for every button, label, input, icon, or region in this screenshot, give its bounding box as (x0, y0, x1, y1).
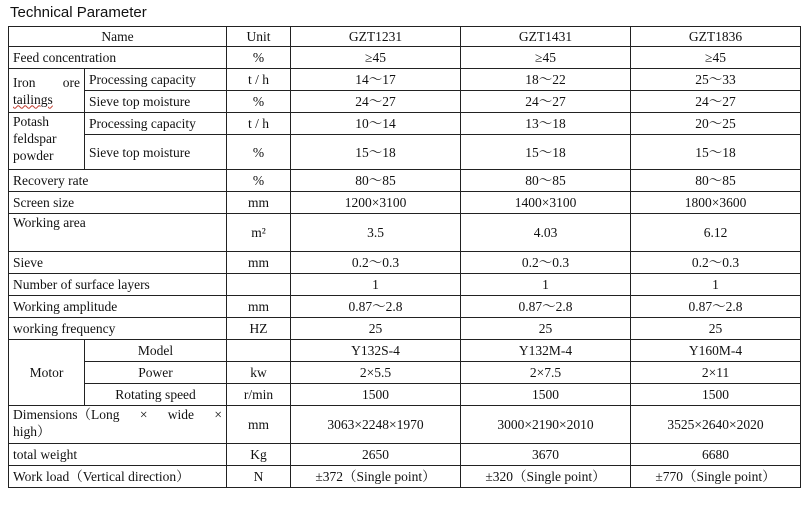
row-value: ±320（Single point） (461, 466, 631, 488)
row-unit: HZ (227, 318, 291, 340)
row-value: 25 (291, 318, 461, 340)
row-value: 15～18 (291, 135, 461, 170)
row-unit: kw (227, 362, 291, 384)
row-unit: mm (227, 252, 291, 274)
row-value: 0.87～2.8 (291, 296, 461, 318)
row-value: 25 (631, 318, 801, 340)
row-value: 6680 (631, 444, 801, 466)
technical-parameter-table (8, 26, 801, 488)
row-value: 0.2～0.3 (631, 252, 801, 274)
row-value: 3525×2640×2020 (631, 406, 801, 444)
row-label: Number of surface layers (9, 274, 227, 296)
row-value: 24～27 (631, 91, 801, 113)
row-label: Feed concentration (9, 47, 227, 69)
row-value: 3063×2248×1970 (291, 406, 461, 444)
row-unit: t / h (227, 113, 291, 135)
row-value: Y160M-4 (631, 340, 801, 362)
header-row (9, 27, 801, 47)
row-label: Processing capacity (85, 113, 227, 135)
row-value: 18～22 (461, 69, 631, 91)
row-value: 25～33 (631, 69, 801, 91)
row-value: 2×5.5 (291, 362, 461, 384)
row-value: 1800×3600 (631, 192, 801, 214)
group-potash-feldspar-powder: Potash feldspar powder (9, 113, 85, 170)
row-unit: % (227, 91, 291, 113)
row-value: 80～85 (461, 170, 631, 192)
table-row (9, 406, 801, 444)
row-label: Sieve top moisture (85, 135, 227, 170)
row-value: Y132S-4 (291, 340, 461, 362)
row-unit: % (227, 47, 291, 69)
row-label: Sieve top moisture (85, 91, 227, 113)
row-value: 80～85 (291, 170, 461, 192)
row-value: 2650 (291, 444, 461, 466)
row-unit: m² (227, 214, 291, 252)
table-row (9, 192, 801, 214)
row-unit: N (227, 466, 291, 488)
row-value: 13～18 (461, 113, 631, 135)
row-value: 0.87～2.8 (461, 296, 631, 318)
group-iron-ore-tailings: Iron ore tailings (9, 69, 85, 113)
row-unit: r/min (227, 384, 291, 406)
row-value: 1500 (291, 384, 461, 406)
header-unit: Unit (227, 27, 291, 47)
header-name: Name (9, 27, 227, 47)
header-model-1: GZT1231 (291, 27, 461, 47)
table-row (9, 444, 801, 466)
table-row (9, 296, 801, 318)
row-unit: t / h (227, 69, 291, 91)
table-row (9, 252, 801, 274)
table-row (9, 113, 801, 135)
row-value: ≥45 (461, 47, 631, 69)
row-label: Working area (9, 214, 227, 252)
row-value: 3670 (461, 444, 631, 466)
row-value: 24～27 (291, 91, 461, 113)
row-unit: mm (227, 192, 291, 214)
row-value: 0.2～0.3 (461, 252, 631, 274)
row-label: working frequency (9, 318, 227, 340)
row-value: ±770（Single point） (631, 466, 801, 488)
row-unit (227, 274, 291, 296)
row-value: 15～18 (461, 135, 631, 170)
header-model-2: GZT1431 (461, 27, 631, 47)
table-row (9, 135, 801, 170)
table-row (9, 170, 801, 192)
table-row (9, 362, 801, 384)
row-label: Screen size (9, 192, 227, 214)
group-motor: Motor (9, 340, 85, 406)
row-value: 15～18 (631, 135, 801, 170)
row-value: 1500 (631, 384, 801, 406)
row-value: 10～14 (291, 113, 461, 135)
row-value: 1400×3100 (461, 192, 631, 214)
table-row (9, 274, 801, 296)
row-label: Rotating speed (85, 384, 227, 406)
row-value: 24～27 (461, 91, 631, 113)
row-label-dimensions: Dimensions（Long × wide × high） (9, 406, 227, 444)
row-value: 1500 (461, 384, 631, 406)
row-value: 6.12 (631, 214, 801, 252)
table-row (9, 318, 801, 340)
row-label: Recovery rate (9, 170, 227, 192)
table-row (9, 47, 801, 69)
row-value: ≥45 (291, 47, 461, 69)
row-unit: mm (227, 406, 291, 444)
table-row (9, 340, 801, 362)
row-unit (227, 340, 291, 362)
row-value: 14～17 (291, 69, 461, 91)
row-value: 2×7.5 (461, 362, 631, 384)
row-label: Work load（Vertical direction） (9, 466, 227, 488)
table-row (9, 214, 801, 252)
row-value: ≥45 (631, 47, 801, 69)
row-value: 25 (461, 318, 631, 340)
row-value: Y132M-4 (461, 340, 631, 362)
row-unit: % (227, 170, 291, 192)
row-label: Power (85, 362, 227, 384)
row-label: Processing capacity (85, 69, 227, 91)
row-value: 1200×3100 (291, 192, 461, 214)
table-row (9, 91, 801, 113)
row-label: Sieve (9, 252, 227, 274)
row-label: total weight (9, 444, 227, 466)
row-value: 3000×2190×2010 (461, 406, 631, 444)
row-value: 4.03 (461, 214, 631, 252)
row-value: 1 (631, 274, 801, 296)
row-value: 0.2～0.3 (291, 252, 461, 274)
row-value: ±372（Single point） (291, 466, 461, 488)
row-value: 80～85 (631, 170, 801, 192)
row-value: 1 (291, 274, 461, 296)
row-unit: mm (227, 296, 291, 318)
header-model-3: GZT1836 (631, 27, 801, 47)
table-row (9, 466, 801, 488)
row-value: 0.87～2.8 (631, 296, 801, 318)
row-value: 20～25 (631, 113, 801, 135)
row-label: Working amplitude (9, 296, 227, 318)
row-value: 2×11 (631, 362, 801, 384)
row-label: Model (85, 340, 227, 362)
page-title: Technical Parameter (10, 4, 147, 21)
row-value: 3.5 (291, 214, 461, 252)
row-unit: % (227, 135, 291, 170)
table-row (9, 69, 801, 91)
table-row (9, 384, 801, 406)
row-unit: Kg (227, 444, 291, 466)
row-value: 1 (461, 274, 631, 296)
